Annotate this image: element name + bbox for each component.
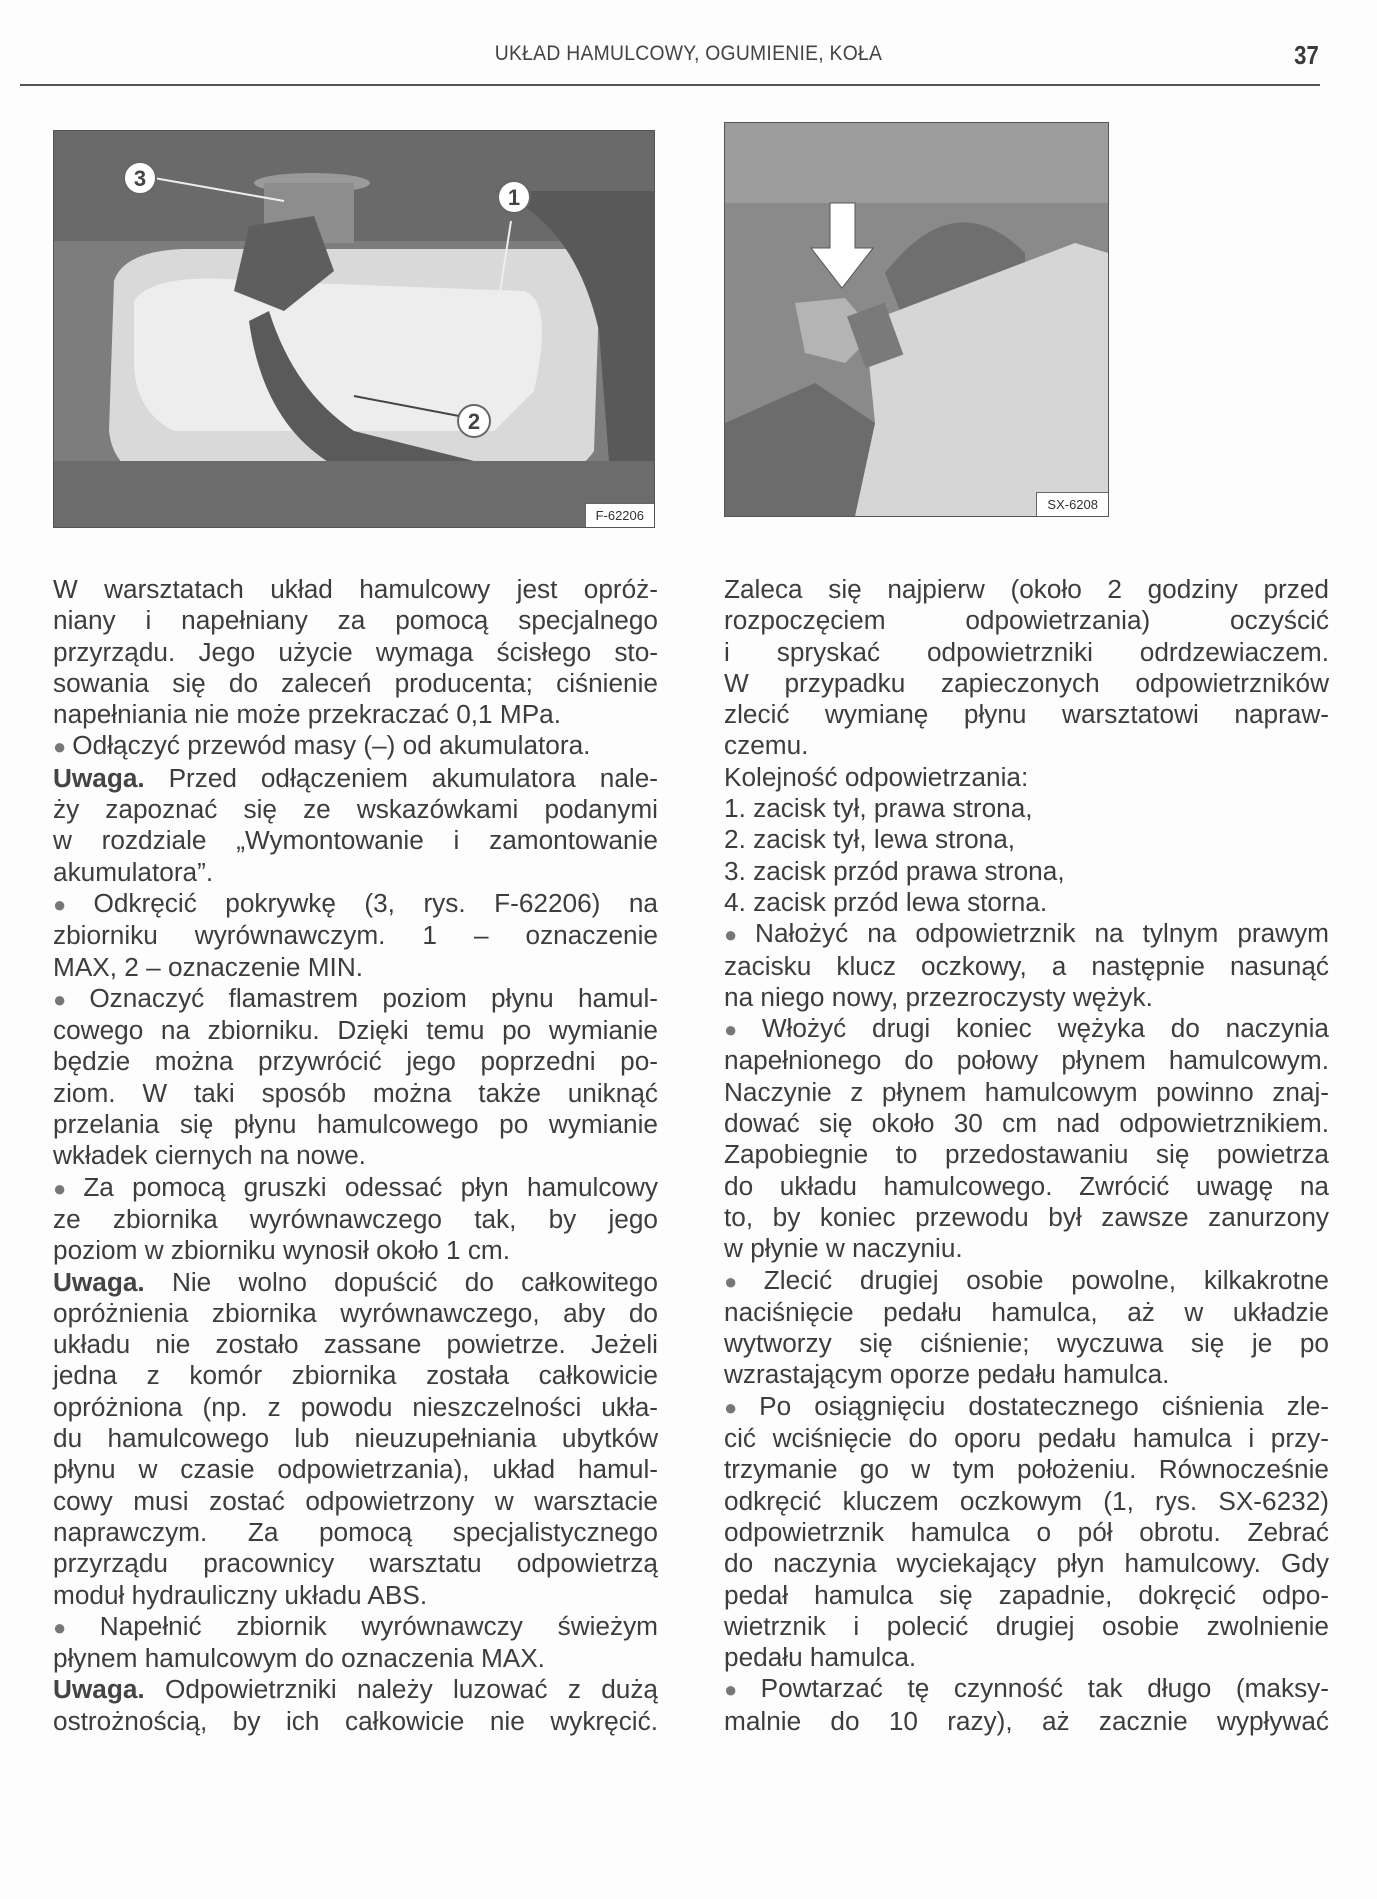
text-line: naprawczym. Za pomocą specjalistycznego xyxy=(53,1516,658,1547)
text-line: wietrznik i polecić drugiej osobie zwolnienie xyxy=(724,1610,1329,1641)
text-line: ● Zlecić drugiej osobie powolne, kilkakrotne xyxy=(724,1264,1329,1295)
text-line: Uwaga. Nie wolno dopuścić do całkowitego xyxy=(53,1266,658,1297)
bullet-icon: ● xyxy=(724,1394,754,1420)
text-line: ● Odkręcić pokrywkę (3, rys. F-62206) na xyxy=(53,887,658,918)
text-line: Zaleca się najpierw (około 2 godziny przed xyxy=(724,574,1329,604)
text-line: zbiorniku wyrównawczym. 1 – oznaczenie xyxy=(53,920,658,951)
text-line: ● Po osiągnięciu dostatecznego ciśnienia zle- xyxy=(724,1390,1329,1421)
bullet-icon: ● xyxy=(724,1268,758,1294)
text-line: poziom w zbiorniku wynosił około 1 cm. xyxy=(53,1235,511,1266)
text-line: to, by koniec przewodu był zawsze zanurzony xyxy=(724,1201,1329,1232)
text-line: czemu. xyxy=(724,730,809,761)
text-line: pedału hamulca. xyxy=(724,1642,917,1673)
bullet-icon: ● xyxy=(53,1614,94,1640)
text-line: ● Włożyć drugi koniec wężyka do naczynia xyxy=(724,1013,1329,1044)
text-line: odpowietrznik hamulca o pół obrotu. Zebrać xyxy=(724,1516,1329,1547)
bullet-icon: ● xyxy=(724,922,750,948)
text-line: jedna z komór zbiornika została całkowicie xyxy=(53,1360,658,1391)
text-line: sowania się do zaleceń producenta; ciśnienie xyxy=(53,667,658,698)
running-header-title: UKŁAD HAMULCOWY, OGUMIENIE, KOŁA xyxy=(494,42,883,65)
left-text-column xyxy=(53,574,658,1737)
reservoir-illustration xyxy=(54,131,654,527)
bullet-icon: ● xyxy=(53,986,84,1012)
text-line: opróżnienia zbiornika wyrównawczego, aby do xyxy=(53,1297,658,1328)
warning-label: Uwaga. xyxy=(53,762,145,793)
header-divider xyxy=(20,84,1320,86)
text-line: na niego nowy, przezroczysty wężyk. xyxy=(724,981,1153,1012)
text-line: akumulatora”. xyxy=(53,856,214,887)
bullet-icon: ● xyxy=(53,891,88,917)
text-line: ● Oznaczyć flamastrem poziom płynu hamul- xyxy=(53,982,658,1013)
text-line: wytworzy się ciśnienie; wyczuwa się je po xyxy=(724,1328,1329,1359)
text-line: ze zbiornika wyrównawczego tak, by jego xyxy=(53,1203,658,1234)
text-line: Kolejność odpowietrzania: xyxy=(724,761,1029,792)
svg-text:2: 2 xyxy=(467,409,481,434)
svg-text:3: 3 xyxy=(133,166,147,191)
text-line: moduł hydrauliczny układu ABS. xyxy=(53,1579,428,1610)
bleeder-illustration xyxy=(725,123,1108,516)
text-line: naciśnięcie pedału hamulca, aż w układzie xyxy=(724,1296,1329,1327)
text-line: du hamulcowego lub nieuzupełniania ubytków xyxy=(53,1423,658,1454)
text-line: w rozdziale „Wymontowanie i zamontowanie xyxy=(53,825,658,856)
text-line: ostrożnością, by ich całkowicie nie wykręcić. xyxy=(53,1705,658,1736)
text-line: dować się około 30 cm nad odpowietrznikiem. xyxy=(724,1108,1329,1139)
bullet-icon: ● xyxy=(724,1677,755,1703)
figure-reservoir-photo xyxy=(53,130,655,528)
text-line: malnie do 10 razy), aż zacznie wypływać xyxy=(724,1705,1329,1736)
text-line: napełnionego do połowy płynem hamulcowym. xyxy=(724,1045,1329,1076)
text-line: układu nie zostało zassane powietrze. Jeżeli xyxy=(53,1329,658,1360)
figure-id-label: F-62206 xyxy=(585,503,654,527)
text-line: ● Powtarzać tę czynność tak długo (maksy- xyxy=(724,1673,1329,1704)
text-line: Uwaga. Przed odłączeniem akumulatora nale- xyxy=(53,762,658,793)
text-line: trzymanie go w tym położeniu. Równocześnie xyxy=(724,1454,1329,1485)
text-line: 1. zacisk tył, prawa strona, xyxy=(724,793,1033,824)
text-line: i spryskać odpowietrzniki odrdzewiaczem. xyxy=(724,636,1329,667)
text-line: w płynie w naczyniu. xyxy=(724,1233,963,1264)
text-line: W warsztatach układ hamulcowy jest opróż- xyxy=(53,574,658,604)
text-line: pedał hamulca się zapadnie, dokręcić odpo- xyxy=(724,1579,1329,1610)
warning-label: Uwaga. xyxy=(53,1266,145,1297)
text-line: zacisku klucz oczkowy, a następnie nasunąć xyxy=(724,950,1329,981)
text-line: cowy musi zostać odpowietrzony w warsztacie xyxy=(53,1485,658,1516)
text-line: ziom. W taki sposób można także uniknąć xyxy=(53,1077,658,1108)
figure-id-label: SX-6208 xyxy=(1036,492,1108,516)
text-line: Naczynie z płynem hamulcowym powinno znaj- xyxy=(724,1076,1329,1107)
text-line: płynem hamulcowym do oznaczenia MAX. xyxy=(53,1643,545,1674)
text-line: wkładek ciernych na nowe. xyxy=(53,1140,366,1171)
text-line: ● Nałożyć na odpowietrznik na tylnym prawym xyxy=(724,918,1329,949)
text-line: cić wciśnięcie do oporu pedału hamulca i przy- xyxy=(724,1423,1329,1454)
text-line: Uwaga. Odpowietrzniki należy luzować z dużą xyxy=(53,1674,658,1705)
text-line: ● Napełnić zbiornik wyrównawczy świeżym xyxy=(53,1610,658,1641)
text-line: cowego na zbiorniku. Dzięki temu po wymianie xyxy=(53,1015,658,1046)
text-line: do naczynia wyciekający płyn hamulcowy. Gdy xyxy=(724,1548,1329,1579)
bullet-icon: ● xyxy=(53,734,67,760)
bullet-icon: ● xyxy=(53,1175,78,1201)
text-line: zlecić wymianę płynu warsztatowi napraw- xyxy=(724,699,1329,730)
text-line: ● Odłączyć przewód masy (–) od akumulatora. xyxy=(53,730,591,761)
text-line: niany i napełniany za pomocą specjalnego xyxy=(53,605,658,636)
text-line: przyrządu. Jego użycie wymaga ścisłego sto- xyxy=(53,636,658,667)
warning-label: Uwaga. xyxy=(53,1674,145,1705)
text-line: odkręcić kluczem oczkowym (1, rys. SX-6232) xyxy=(724,1485,1329,1516)
text-line: ● Za pomocą gruszki odessać płyn hamulcowy xyxy=(53,1171,658,1202)
text-line: 2. zacisk tył, lewa strona, xyxy=(724,824,1016,855)
text-line: wzrastającym oporze pedału hamulca. xyxy=(724,1359,1170,1390)
right-text-column xyxy=(724,574,1329,1737)
text-line: przelania się płynu hamulcowego po wymianie xyxy=(53,1109,658,1140)
text-line: do układu hamulcowego. Zwrócić uwagę na xyxy=(724,1170,1329,1201)
text-line: napełniania nie może przekraczać 0,1 MPa. xyxy=(53,699,562,730)
text-line: MAX, 2 – oznaczenie MIN. xyxy=(53,951,364,982)
svg-text:1: 1 xyxy=(507,185,521,210)
text-line: płynu w czasie odpowietrzania), układ hamul- xyxy=(53,1454,658,1485)
text-line: 3. zacisk przód prawa strona, xyxy=(724,855,1065,886)
bullet-icon: ● xyxy=(724,1017,756,1043)
text-line: Zapobiegnie to przedostawaniu się powietrza xyxy=(724,1139,1329,1170)
text-line: rozpoczęciem odpowietrzania) oczyścić xyxy=(724,605,1329,636)
text-line: opróżniona (np. z powodu nieszczelności ukła- xyxy=(53,1391,658,1422)
text-line: ży zapoznać się ze wskazówkami podanymi xyxy=(53,794,658,825)
figure-bleeder-photo xyxy=(724,122,1109,517)
text-line: W przypadku zapieczonych odpowietrzników xyxy=(724,667,1329,698)
text-line: będzie można przywrócić jego poprzedni po- xyxy=(53,1046,658,1077)
text-line: 4. zacisk przód lewa storna. xyxy=(724,886,1048,917)
page-number: 37 xyxy=(1294,40,1319,70)
text-line: przyrządu pracownicy warsztatu odpowietrzą xyxy=(53,1548,658,1579)
